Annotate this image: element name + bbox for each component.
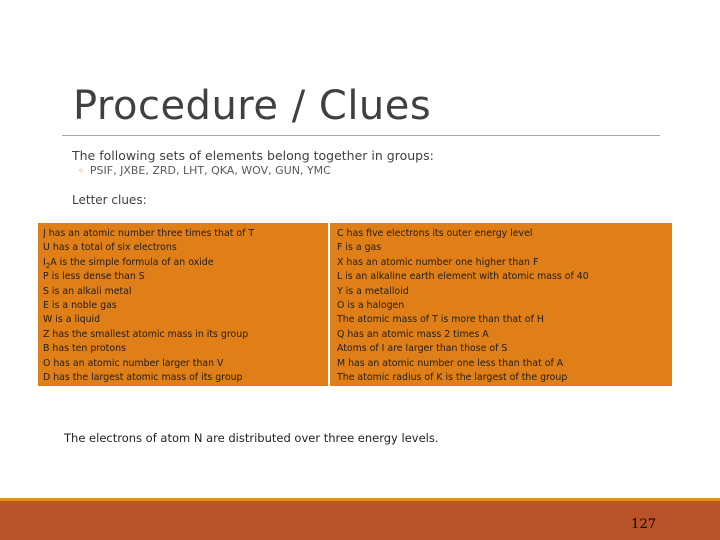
slide-title: Procedure / Clues — [73, 83, 432, 129]
clue-item: The atomic radius of K is the largest of the group — [337, 372, 568, 384]
electron-note: The electrons of atom N are distributed over three energy levels. — [64, 431, 439, 445]
groups-text: PSIF, JXBE, ZRD, LHT, QKA, WOV, GUN, YMC — [89, 164, 331, 177]
clue-item: Atoms of I are larger than those of S — [337, 343, 508, 355]
clue-item: M has an atomic number one less than that of A — [337, 357, 564, 369]
ring-bullet-icon: ◦ — [78, 166, 84, 177]
clue-item: B has ten protons — [43, 343, 126, 355]
clue-item: Z has the smallest atomic mass in its group — [43, 328, 249, 340]
clue-item: Q has an atomic mass 2 times A — [337, 328, 489, 340]
clue-item: J has an atomic number three times that of T — [43, 228, 255, 239]
clue-item: S is an alkali metal — [43, 285, 132, 297]
clue-item-oxide — [43, 256, 324, 270]
clues-table — [38, 223, 672, 386]
oxide-clue-text: A is the simple formula of an oxide — [50, 256, 214, 268]
oxide-formula-prefix: I — [43, 256, 46, 268]
oxide-formula-subscript: 2 — [45, 261, 51, 270]
clue-item: Y is a metalloid — [337, 285, 409, 297]
clue-item: D has the largest atomic mass of its group — [43, 372, 243, 384]
clue-item: E is a noble gas — [43, 300, 117, 312]
clue-item: U has a total of six electrons — [43, 242, 177, 254]
footer-bar — [0, 501, 720, 540]
clue-item: C has five electrons its outer energy level — [337, 228, 533, 239]
title-divider — [62, 135, 660, 136]
clue-item: The atomic mass of T is more than that of H — [337, 314, 544, 326]
clue-item: X has an atomic number one higher than F — [337, 256, 539, 268]
intro-text: The following sets of elements belong together in groups: — [72, 148, 434, 163]
page-number: 127 — [631, 517, 656, 532]
right-clues-column — [330, 223, 672, 386]
letter-clues-heading: Letter clues: — [72, 193, 147, 207]
clue-item: F is a gas — [337, 242, 382, 254]
clue-item: L is an alkaline earth element with atomic mass of 40 — [337, 271, 589, 283]
clue-item: O is a halogen — [337, 300, 405, 312]
clue-item: P is less dense than S — [43, 271, 145, 283]
left-clues-column — [38, 223, 328, 386]
clue-item: W is a liquid — [43, 314, 101, 326]
clue-item: O has an atomic number larger than V — [43, 357, 224, 369]
groups-bullet — [78, 164, 331, 177]
